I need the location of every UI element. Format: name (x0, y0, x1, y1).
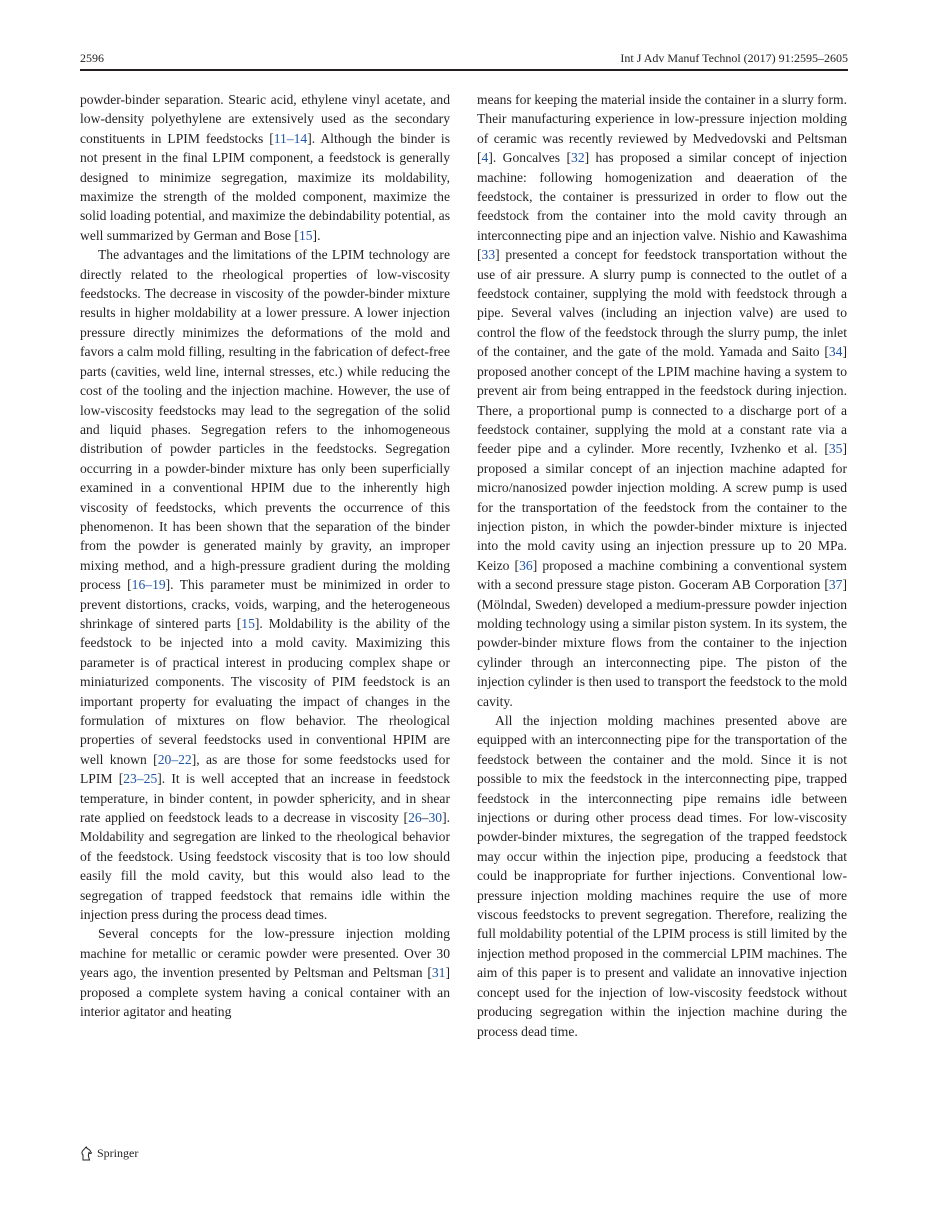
citation-link[interactable]: 32 (571, 150, 585, 166)
citation-link[interactable]: 11–14 (273, 130, 308, 146)
citation-link[interactable]: 20–22 (157, 751, 192, 767)
page-number: 2596 (80, 51, 104, 65)
citation-link[interactable]: 34 (828, 344, 843, 360)
citation-link[interactable]: 31 (431, 965, 446, 981)
citation-link[interactable]: 33 (481, 247, 496, 263)
citation-link[interactable]: 15 (298, 227, 313, 243)
body-paragraph: The advantages and the limitations of the LPIM technology are directly related to the rheological properties of low-viscosity feedstocks. The decrease in viscosity of the powder-binder mixture results in higher moldability at a lower pressure. A lower injection pressure directly minimizes the deformations of the mold and favors a calm mold filling, resulting in the fabrication of defect-free parts (cavities, weld line, internal stresses, etc.) while reducing the cost of the tooling and the injection machine. However, the use of low-viscosity feedstocks may lead to the segregation of the solid and liquid phases. Segregation refers to the inhomogeneous distribution of powder particles in the feedstocks. Segregation occurring in a powder-binder mixture has only been superficially examined in a conventional HPIM due to the inherently high viscosity of feedstocks, which prevents the occurrence of this phenomenon. It has been shown that the separation of the binder from the powder is generated mainly by gravity, an improper mixing method, and a high-pressure gradient during the molding process [16–19]. This parameter must be minimized in order to prevent distortions, cracks, voids, warping, and the heterogeneous shrinkage of sintered parts [15]. Moldability is the ability of the feedstock to be injected into a mold cavity. Maximizing this parameter is of practical interest in producing complex shape or miniaturized components. The viscosity of PIM feedstock is an important property for evaluating the impact of changes in the formulation of mixtures on flow behavior. The rheological properties of several feedstocks used in conventional HPIM are well known [20–22], as are those for some feedstocks used for LPIM [23–25]. It is well accepted that an increase in feedstock temperature, in binder content, in powder sphericity, and in shear rate applied on feedstock leads to a decrease in viscosity [26–30]. Moldability and segregation are linked to the rheological behavior of the feedstock. Using feedstock viscosity that is too low should easily fill the mold cavity, but this would also lead to the segregation of trapped feedstock that remains idle within the injection press during the process dead times. (80, 247, 451, 923)
citation-link[interactable]: 15 (241, 615, 255, 631)
body-paragraph: powder-binder separation. Stearic acid, ethylene vinyl acetate, and low-density polyethylene are extensively used as the secondary constituents in LPIM feedstocks [11–14]. Although the binder is not present in the final LPIM component, a feedstock is generally designed to minimize segregation, maximize its moldability, maximize the strength of the molded component, maximize the solid loading potential, and maximize the debindability potential, as well summarized by German and Bose [15]. (80, 92, 450, 243)
citation-link[interactable]: 26 (408, 810, 422, 826)
right-column (477, 90, 847, 1041)
body-paragraph: Several concepts for the low-pressure injection molding machine for metallic or ceramic powder were presented. Over 30 years ago, the invention presented by Peltsman and Peltsman [31] proposed a complete system having a conical container with an interior agitator and heating (80, 926, 450, 1020)
citation-link[interactable]: 35 (828, 441, 843, 457)
body-paragraph: means for keeping the material inside the container in a slurry form. Their manufacturing experience in low-pressure injection molding of ceramic was recently reviewed by Medvedovski and Peltsman [4]. Goncalves [32] has proposed a similar concept of injection machine: following homogenization and deaeration of the feedstock, the container is pressurized in order to flow out the feedstock from the container into the mold cavity through an interconnecting pipe and an injection valve. Nishio and Kawashima [33] presented a concept for feedstock transportation without the use of air pressure. A slurry pump is connected to the outlet of a feedstock container, supplying the mold with feedstock through a pipe. Several valves (including an injection valve) are used to control the flow of the feedstock through the slurry pump, the inlet of the container, and the gate of the mold. Yamada and Saito [34] proposed another concept of the LPIM machine having a system to prevent air from being entrapped in the feedstock during injection. There, a proportional pump is connected to a discharge port of a feedstock container, supplying the mold at a constant rate via a feeder pipe and a cylinder. More recently, Ivzhenko et al. [35] proposed a similar concept of an injection machine adapted for micro/nanosized powder injection molding. A screw pump is used for the transportation of the feedstock from the container to the injection piston, in which the powder-binder mixture is injected into the mold cavity using an injection pressure up to 20 MPa. Keizo [36] proposed a machine combining a conventional system with a second pressure stage piston. Goceram AB Corporation [37] (Mölndal, Sweden) developed a medium-pressure powder injection molding technology using a similar piston system. In its system, the powder-binder mixture flows from the container to the injection cylinder through an interconnecting pipe. The piston of the injection cylinder is then used to transport the feedstock to the mold cavity. (477, 92, 848, 709)
springer-horse-icon (80, 1146, 93, 1161)
citation-link[interactable]: 16–19 (131, 577, 166, 593)
publisher-name: Springer (97, 1146, 139, 1160)
header-rule (80, 69, 848, 71)
journal-citation: Int J Adv Manuf Technol (2017) 91:2595–2605 (620, 51, 848, 65)
left-column (80, 90, 450, 1022)
citation-link[interactable]: 23–25 (123, 771, 158, 787)
publisher-footer (80, 1145, 138, 1161)
citation-link[interactable]: 30 (428, 810, 443, 826)
citation-link[interactable]: 37 (828, 577, 843, 593)
citation-link[interactable]: 4 (481, 150, 489, 166)
running-header (80, 50, 848, 70)
citation-link[interactable]: 36 (519, 557, 533, 573)
body-paragraph: All the injection molding machines presented above are equipped with an interconnecting pipe for the transportation of the feedstock between the container and the mold. Since it is not possible to mix the feedstock in the interconnecting pipe, trapped feedstock in the interconnecting pipe remains idle between injections or during other process dead times. For low-viscosity powder-binder mixtures, the segregation of the trapped feedstock may occur within the injection pipe, producing a feedstock that could be inappropriate for further injections. Conventional low-pressure injection molding machines require the use of more viscous feedstocks to prevent segregation. Therefore, realizing the full moldability potential of the LPIM process is still limited by the injection method proposed in the commercial LPIM machines. The aim of this paper is to present and validate an innovative injection concept used for the injection of low-viscosity feedstock without producing segregation within the injection machine during the process dead time. (477, 713, 847, 1039)
